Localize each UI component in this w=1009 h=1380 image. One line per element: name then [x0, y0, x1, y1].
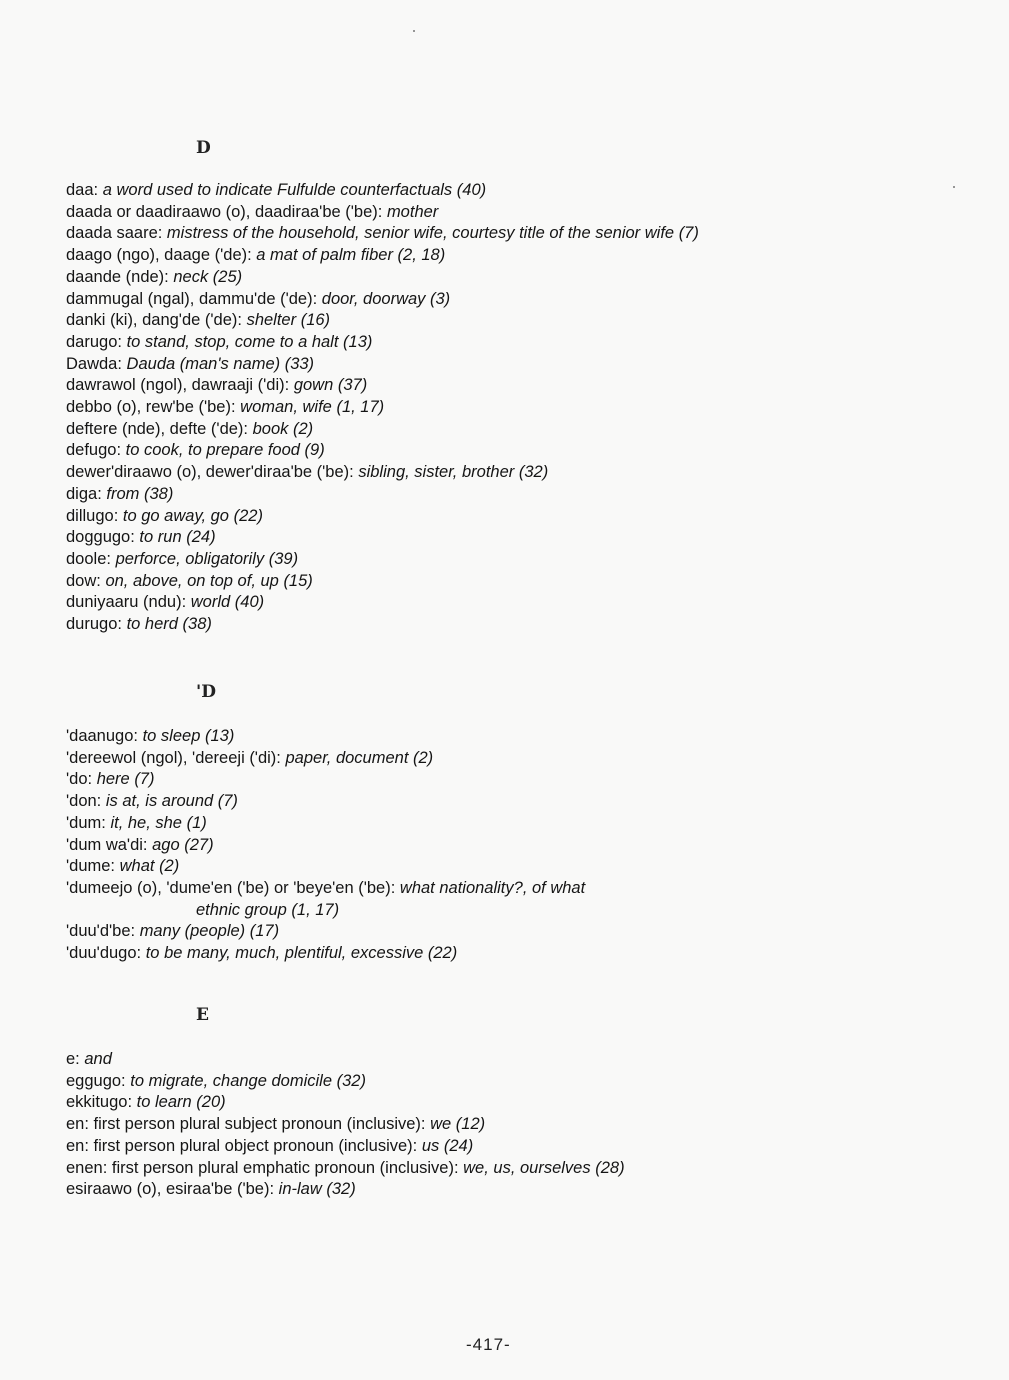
entry-lesson-ref: (7): [134, 770, 155, 789]
entry-headword: daada saare:: [66, 224, 163, 243]
dictionary-entry: [66, 1049, 625, 1071]
entry-lesson-ref: (32): [518, 463, 549, 482]
dictionary-entry: [66, 310, 699, 332]
entry-gloss: many (people): [139, 922, 246, 941]
entry-gloss: mistress of the household, senior wife, courtesy title of the senior wife: [166, 224, 675, 243]
entry-lesson-ref: (2): [413, 748, 434, 767]
entry-headword: 'do:: [66, 770, 93, 789]
entry-headword: enen: first person plural emphatic pronoun (inclusive):: [66, 1158, 459, 1177]
entry-gloss: to cook, to prepare food: [125, 441, 300, 460]
entry-headword: doole:: [66, 549, 111, 568]
entry-gloss: we: [430, 1115, 452, 1134]
entry-headword: daago (ngo), daage ('de):: [66, 246, 252, 265]
dictionary-entry: [66, 1136, 625, 1158]
entry-headword: 'dum wa'di:: [66, 835, 148, 854]
dictionary-entry: [66, 614, 699, 636]
entry-headword: doggugo:: [66, 528, 135, 547]
dictionary-entry: [66, 397, 699, 419]
scan-speck: [413, 30, 415, 32]
entry-headword: daande (nde):: [66, 267, 169, 286]
dictionary-entry: [66, 223, 699, 245]
entry-headword: duniyaaru (ndu):: [66, 593, 187, 612]
entry-gloss: we, us, ourselves: [463, 1158, 591, 1177]
dictionary-entry: [66, 835, 585, 857]
entry-lesson-ref: (22): [427, 944, 458, 963]
dictionary-entry: [66, 462, 699, 484]
dictionary-entry: [66, 943, 585, 965]
entry-headword: danki (ki), dang'de ('de):: [66, 311, 242, 330]
entry-headword: daada or daadiraawo (o), daadiraa'be ('be):: [66, 202, 383, 221]
entry-lesson-ref: (17): [249, 922, 280, 941]
dictionary-entry: [66, 484, 699, 506]
entry-headword: debbo (o), rew'be ('be):: [66, 398, 236, 417]
dictionary-entry: [66, 878, 585, 921]
entry-headword: ekkitugo:: [66, 1093, 133, 1112]
entry-gloss: perforce, obligatorily: [115, 549, 265, 568]
entry-headword: darugo:: [66, 332, 122, 351]
entry-lesson-ref: (28): [595, 1158, 625, 1177]
entry-headword: dewer'diraawo (o), dewer'diraa'be ('be):: [66, 463, 354, 482]
entry-gloss: is at, is around: [105, 792, 214, 811]
entry-gloss: world: [190, 593, 231, 612]
entry-list-d: [66, 180, 699, 636]
entry-headword: defugo:: [66, 441, 122, 460]
entry-headword: 'daanugo:: [66, 727, 138, 745]
dictionary-entry: [66, 1114, 625, 1136]
dictionary-entry: [66, 856, 585, 878]
dictionary-entry: [66, 1092, 625, 1114]
entry-headword: Dawda:: [66, 354, 122, 373]
entry-lesson-ref: (2, 18): [397, 246, 446, 265]
entry-headword: dow:: [66, 571, 101, 590]
entry-lesson-ref: (40): [456, 181, 487, 199]
entry-lesson-ref: (15): [283, 571, 313, 590]
entry-headword: diga:: [66, 484, 102, 503]
entry-headword: esiraawo (o), esiraa'be ('be):: [66, 1180, 275, 1199]
entry-gloss: mother: [386, 202, 439, 221]
entry-lesson-ref: (9): [304, 441, 325, 460]
entry-lesson-ref: (38): [143, 484, 174, 503]
entry-gloss-continuation: ethnic group (1, 17): [196, 900, 340, 919]
entry-lesson-ref: (7): [217, 792, 238, 811]
dictionary-entry: [66, 1071, 625, 1093]
dictionary-entry: [66, 571, 699, 593]
section-heading-hooked-d: 'D: [196, 682, 216, 702]
dictionary-entry: [66, 375, 699, 397]
dictionary-entry: [66, 354, 699, 376]
entry-lesson-ref: (24): [186, 528, 216, 547]
entry-lesson-ref: (32): [326, 1180, 356, 1199]
entry-gloss: woman, wife: [240, 398, 332, 417]
entry-headword: 'dumeejo (o), 'dume'en ('be) or 'beye'en ('be):: [66, 878, 396, 897]
section-heading-e: E: [196, 1005, 209, 1025]
entry-headword: en: first person plural subject pronoun (inclusive):: [66, 1115, 426, 1134]
entry-lesson-ref: (12): [455, 1115, 486, 1134]
page-number: -417-: [466, 1335, 511, 1354]
entry-headword: en: first person plural object pronoun (inclusive):: [66, 1136, 418, 1155]
entry-list-hooked-d: [66, 726, 585, 965]
entry-lesson-ref: (22): [233, 506, 263, 525]
entry-headword: dillugo:: [66, 506, 119, 525]
entry-lesson-ref: (38): [182, 615, 212, 634]
dictionary-entry: [66, 748, 585, 770]
dictionary-entry: [66, 549, 699, 571]
entry-gloss: paper, document: [285, 748, 409, 767]
dictionary-entry: [66, 1158, 625, 1180]
dictionary-entry: [66, 267, 699, 289]
entry-gloss: in-law: [278, 1180, 322, 1199]
entry-lesson-ref: (13): [343, 332, 373, 351]
entry-gloss: Dauda: [126, 354, 176, 373]
entry-lesson-ref: (39): [268, 549, 299, 568]
dictionary-entry: [66, 332, 699, 354]
entry-gloss: from: [106, 484, 140, 503]
entry-headword: durugo:: [66, 615, 122, 634]
entry-gloss: ago: [152, 835, 180, 854]
dictionary-entry: [66, 1179, 625, 1201]
entry-lesson-ref: (3): [430, 289, 451, 308]
entry-lesson-ref: (1): [186, 813, 207, 832]
entry-gloss: to herd: [126, 615, 178, 634]
entry-gloss: on, above, on top of, up: [105, 571, 279, 590]
entry-gloss: and: [84, 1050, 112, 1068]
entry-gloss: a word used to indicate Fulfulde counterfactuals: [102, 181, 453, 199]
entry-lesson-ref: (37): [337, 376, 368, 395]
dictionary-entry: [66, 506, 699, 528]
section-heading-d: D: [196, 138, 211, 158]
entry-gloss: to go away, go: [122, 506, 229, 525]
entry-list-e: [66, 1049, 625, 1201]
entry-gloss: sibling, sister, brother: [358, 463, 515, 482]
entry-headword: deftere (nde), defte ('de):: [66, 419, 248, 438]
entry-lesson-ref: (man's name) (33): [179, 354, 315, 373]
entry-gloss: to stand, stop, come to a halt: [126, 332, 339, 351]
entry-gloss: to sleep: [142, 727, 201, 745]
dictionary-entry: [66, 180, 699, 202]
entry-lesson-ref: (16): [300, 311, 331, 330]
entry-headword: dammugal (ngal), dammu'de ('de):: [66, 289, 318, 308]
dictionary-entry: [66, 245, 699, 267]
entry-lesson-ref: (25): [212, 267, 243, 286]
dictionary-entry: [66, 419, 699, 441]
dictionary-entry: [66, 769, 585, 791]
dictionary-entry: [66, 791, 585, 813]
entry-lesson-ref: (40): [234, 593, 265, 612]
dictionary-entry: [66, 440, 699, 462]
entry-gloss: neck: [173, 267, 209, 286]
entry-gloss: to be many, much, plentiful, excessive: [145, 944, 424, 963]
entry-gloss: to learn: [136, 1093, 192, 1112]
entry-lesson-ref: (13): [204, 727, 235, 745]
entry-gloss: door, doorway: [321, 289, 426, 308]
entry-headword: 'dereewol (ngol), 'dereeji ('di):: [66, 748, 281, 767]
dictionary-entry: [66, 813, 585, 835]
entry-headword: 'don:: [66, 792, 102, 811]
entry-gloss: what nationality?, of what: [399, 878, 586, 897]
entry-headword: dawrawol (ngol), dawraaji ('di):: [66, 376, 290, 395]
entry-gloss: what: [119, 857, 155, 876]
dictionary-entry: [66, 289, 699, 311]
entry-gloss: here: [96, 770, 130, 789]
entry-gloss: book: [252, 419, 289, 438]
entry-gloss: it, he, she: [110, 813, 182, 832]
entry-headword: e:: [66, 1050, 80, 1068]
entry-gloss: shelter: [246, 311, 297, 330]
entry-lesson-ref: (2): [159, 857, 180, 876]
entry-lesson-ref: (7): [678, 224, 699, 243]
entry-headword: 'duu'd'be:: [66, 922, 136, 941]
entry-headword: 'dume:: [66, 857, 116, 876]
entry-headword: eggugo:: [66, 1071, 126, 1090]
entry-headword: daa:: [66, 181, 99, 199]
entry-lesson-ref: (27): [184, 835, 214, 854]
scan-speck: [953, 186, 955, 188]
entry-lesson-ref: (20): [196, 1093, 226, 1112]
entry-gloss: to migrate, change domicile: [130, 1071, 333, 1090]
dictionary-entry: [66, 527, 699, 549]
entry-lesson-ref: (32): [336, 1071, 366, 1090]
dictionary-entry: [66, 921, 585, 943]
dictionary-entry: [66, 726, 585, 748]
dictionary-entry: [66, 202, 699, 224]
entry-headword: 'duu'dugo:: [66, 944, 142, 963]
entry-gloss: to run: [139, 528, 182, 547]
entry-lesson-ref: (2): [292, 419, 314, 438]
dictionary-entry: [66, 592, 699, 614]
entry-gloss: us: [421, 1136, 440, 1155]
entry-lesson-ref: (24): [443, 1136, 474, 1155]
entry-headword: 'dum:: [66, 813, 106, 832]
entry-lesson-ref: (1, 17): [336, 398, 385, 417]
entry-gloss: a mat of palm fiber: [256, 246, 393, 265]
entry-gloss: gown: [293, 376, 334, 395]
